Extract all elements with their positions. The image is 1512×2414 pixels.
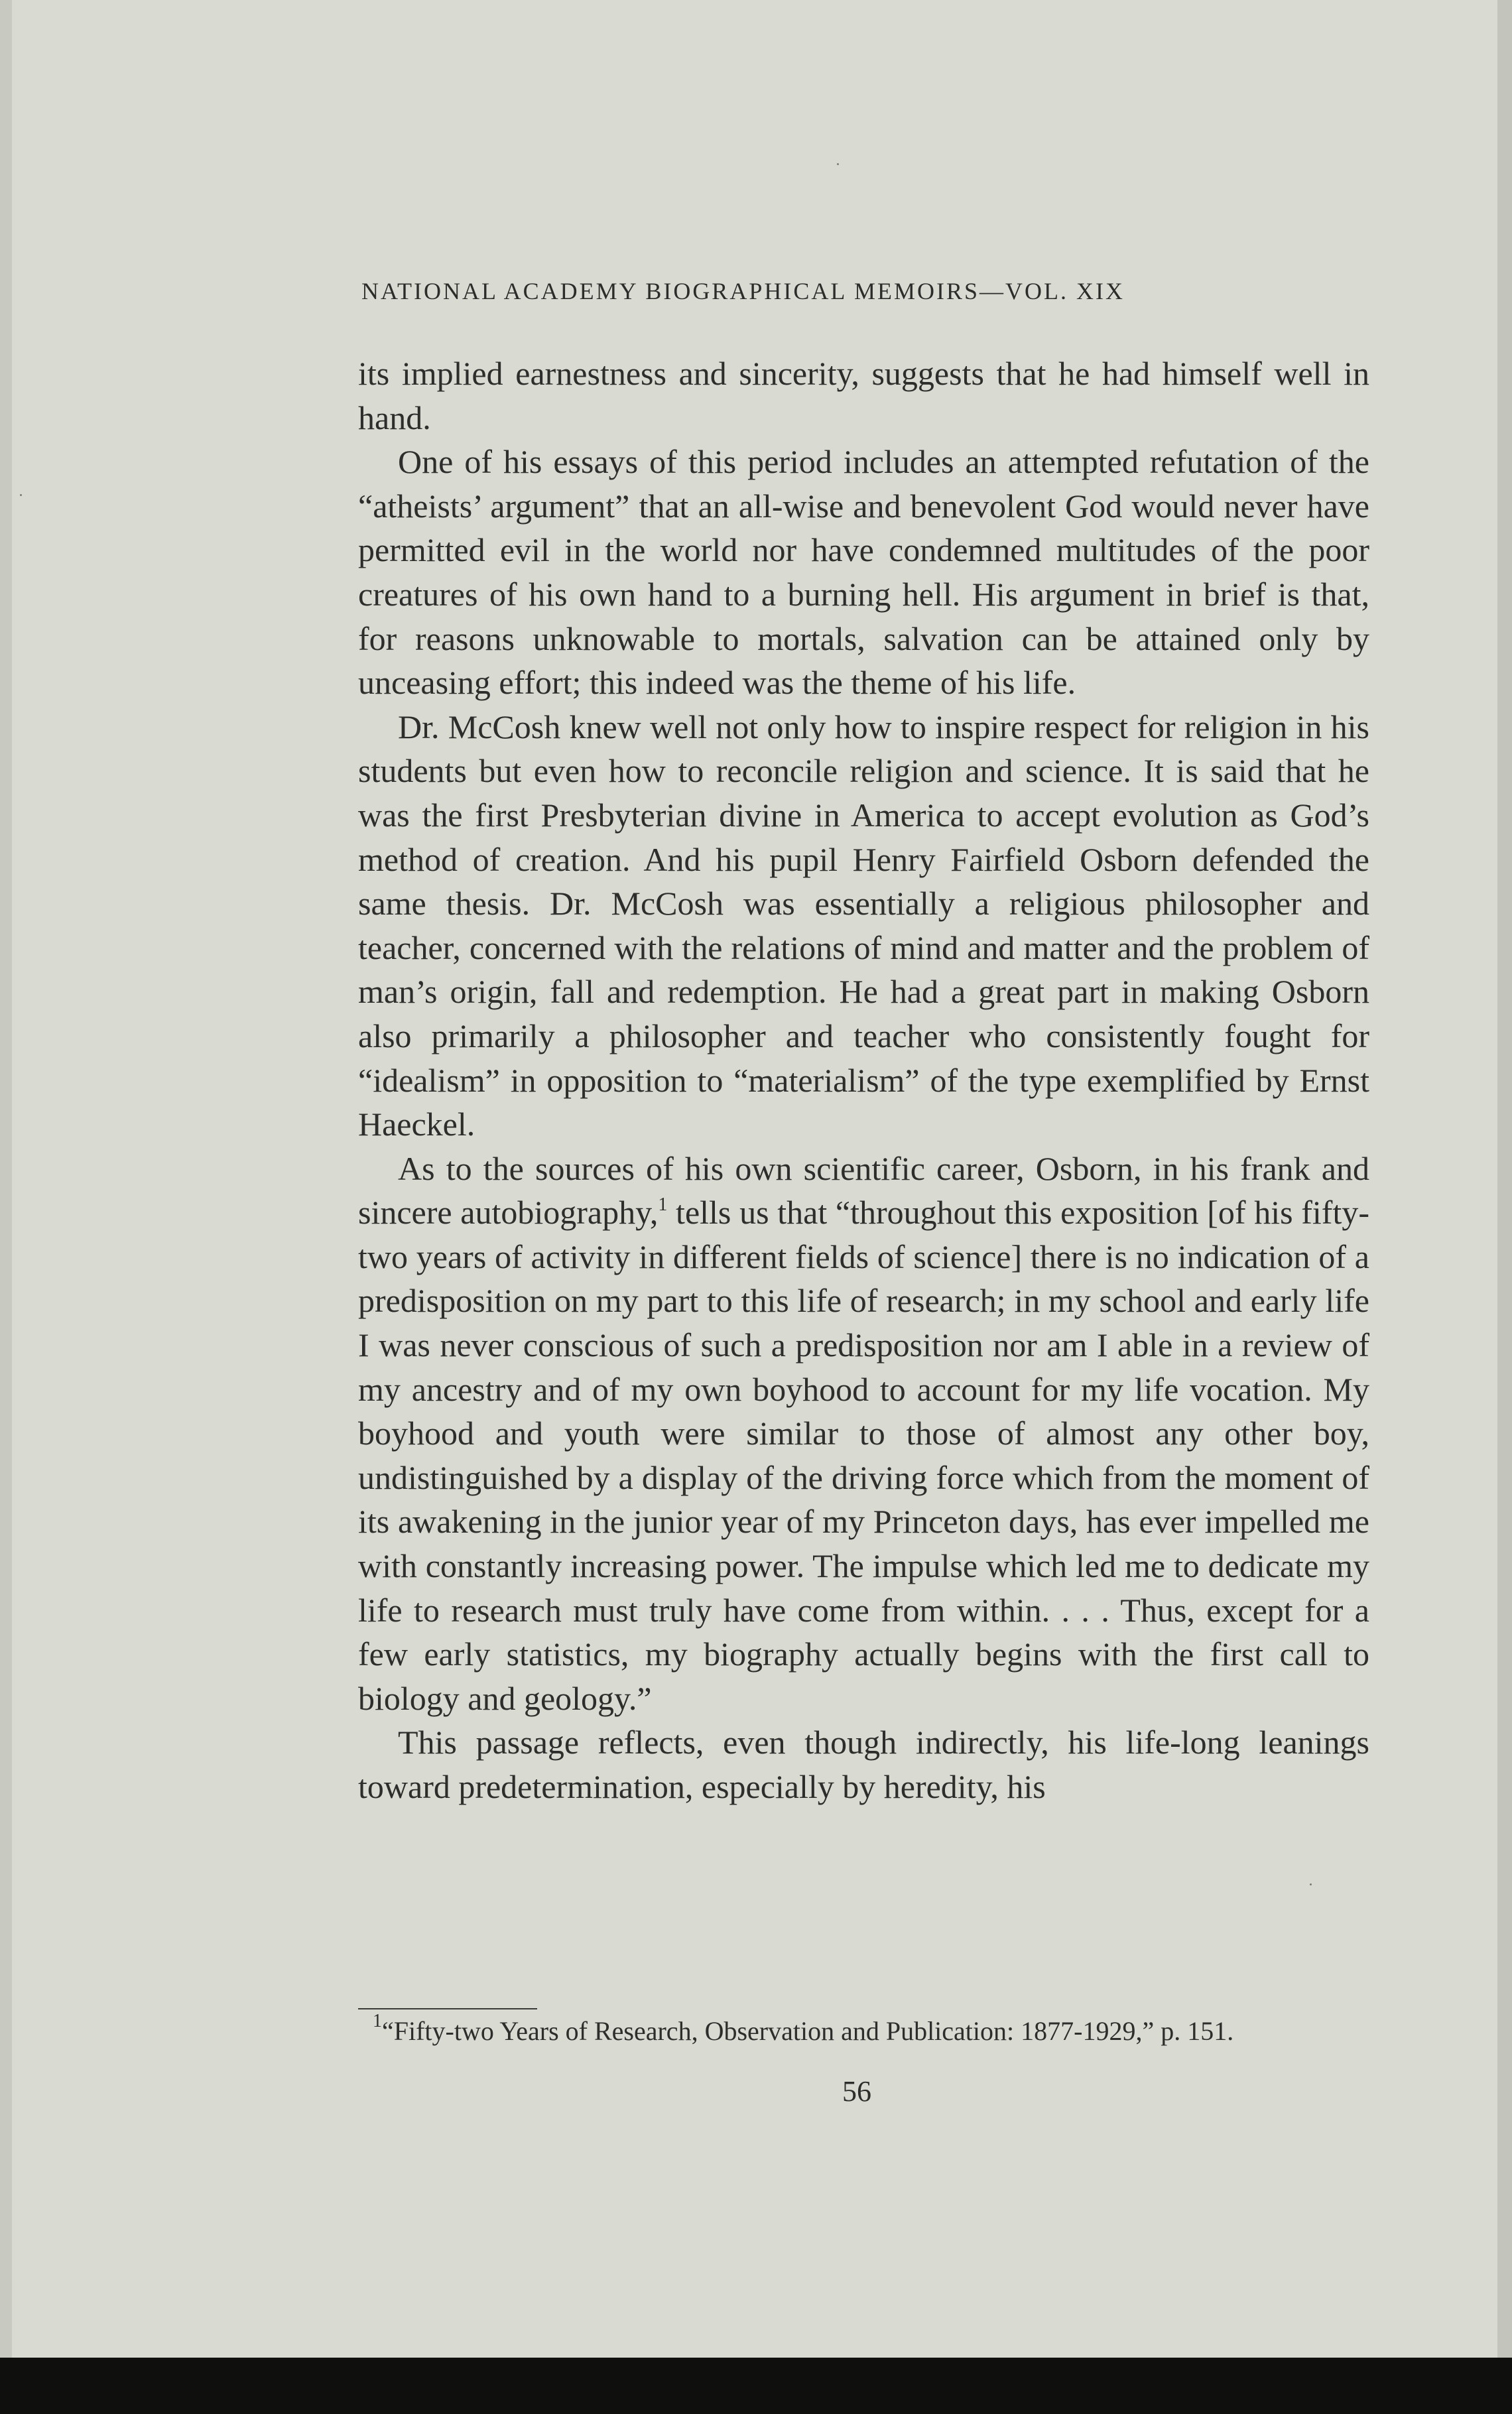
footnote [358, 2013, 1369, 2049]
scan-border [0, 2358, 1512, 2414]
paper-speck [1310, 1883, 1312, 1885]
page-edge-right [1497, 0, 1512, 2358]
page-number: 56 [842, 2075, 871, 2108]
paragraph: This passage reflects, even though indirectly, his life-long leanings toward predetermination, especially by heredity, his [358, 1724, 1369, 1805]
paper-speck [837, 163, 839, 165]
paragraph-text: tells us that “throughout this exposition [of his fifty-two years of activity in different fields of science] there is no indication of a predisposition on my part to this life of research; in my school and early life I was never conscious of such a predisposition nor am I able in a review of my ancestry and of my own boyhood to account for my life vocation. My boyhood and youth were similar to those of almost any other boy, undistinguished by a display of the driving force which from the moment of its awakening in the junior year of my Princeton days, has ever impelled me with constantly increasing power. The impulse which led me to dedicate my life to research must truly have come from within. . . . Thus, except for a few early statistics, my biography actually begins with the first call to biology and geology.” [358, 1194, 1369, 1717]
paragraph [358, 1147, 1369, 1721]
footnote-marker: 1 [373, 2011, 382, 2031]
paragraph: its implied earnestness and sincerity, suggests that he had himself well in hand. [358, 355, 1369, 436]
footnote-divider [358, 2008, 537, 2009]
footnote-reference: 1 [658, 1194, 668, 1216]
paragraph: One of his essays of this period includes an attempted refutation of the “atheists’ argument” that an all-wise and benevolent God would never have permitted evil in the world nor have condemned multitudes of the poor creatures of his own hand to a burning hell. His argument in brief is that, for reasons unknowable to mortals, salvation can be attained only by unceasing effort; this indeed was the theme of his life. [358, 443, 1369, 702]
footnote-text: “Fifty-two Years of Research, Observation and Publication: 1877-1929,” p. 151. [382, 2016, 1234, 2046]
paragraph-text: As to the sources of his own scientific career, Osborn, in his frank and sincere autobiography, [358, 1149, 1369, 1232]
paper-speck [20, 494, 22, 496]
paragraph: Dr. McCosh knew well not only how to inspire respect for religion in his students but even how to reconcile religion and science. It is said that he was the first Presbyterian divine in America to accept evolution as God’s method of creation. And his pupil Henry Fairfield Osborn defended the same thesis. Dr. McCosh was essentially a religious philosopher and teacher, concerned with the relations of mind and matter and the problem of man’s origin, fall and redemption. He had a great part in making Osborn also primarily a philosopher and teacher who consistently fought for “idealism” in opposition to “materialism” of the type exemplified by Ernst Haeckel. [358, 708, 1369, 1143]
page-edge-shadow [0, 0, 12, 2358]
body-text [358, 351, 1369, 1809]
running-head: NATIONAL ACADEMY BIOGRAPHICAL MEMOIRS—VOL. XIX [361, 278, 1125, 304]
